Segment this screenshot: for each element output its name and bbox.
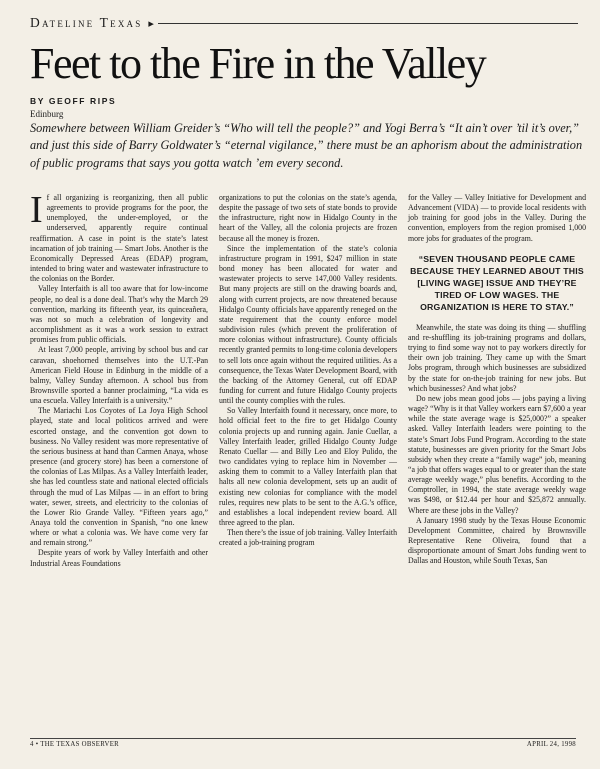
dateline-label: Dateline Texas [30,15,143,30]
paragraph: If all organizing is reorganizing, then all public agreements to provide programs for the poor, the unemployed, the under-employed, or the underserved, apparently require continual reaffirmation. A case in point is the state’s latest incarnation of job training — Smart Jobs. Another is the Economically Depressed Areas (EDAP) program, intended to bring water and wastewater infrastructure to the colonias on the Border. [30,189,208,284]
paragraph: organizations to put the colonias on the state’s agenda, despite the passage of two sets of state bonds to provide the infrastructure, right now in Hidalgo County in the heart of the Valley, all the colonia projects are frozen because all the money is frozen. [219,193,397,243]
article-dateline-place: Edinburg [30,109,64,119]
paragraph: Since the implementation of the state’s colonia infrastructure program in 1991, $247 million in state bond money has been allocated for water and wastewater projects to serve 147,000 Valley residents. But many projects are still on the drawing boards and, along with current projects, are now threatened because Hidalgo County officials have apparently reneged on the state requirement that the county enforce model subdivision rules (which prevent the proliferation of more colonias without infrastructure). County officials recently granted permits to long-time colonia developers to sell lots once again without the required utilities. As a consequence, the Texas Water Development Board, with the backing of the Attorney General, cut off EDAP funding for current and future Hidalgo County projects until the county complies with the rules. [219,243,397,406]
page-footer [30,738,576,748]
article-byline: BY GEOFF RIPS [30,96,117,106]
paragraph: Despite years of work by Valley Interfaith and other Industrial Areas Foundations [30,548,208,568]
column-1 [30,189,208,569]
drop-cap: I [30,189,43,231]
paragraph: Valley Interfaith is all too aware that for low-income people, no deal is a done deal. That’s why the March 29 convention, marking its fifteenth year, its quinceañera, was not so much a celebration of longevity and accomplishment as it was a work session to extract promises from public officials. [30,284,208,345]
column-2 [219,193,397,548]
paragraph: Do new jobs mean good jobs — jobs paying a living wage? “Why is it that Valley workers earn $7,600 a year while the state average wage is $25,000?” a speaker asked. Valley Interfaith leaders were pointing to the state’s Smart Jobs Fund Program. According to the state statute, businesses are given priority for the Smart Jobs subsidy when they create a “family wage” job, meaning “a job that offers wages equal to or greater than the state average weekly wage,” plus benefits. According to the Comptroller, in 1994, the state average weekly wage was $498, or $12.44 per hour and $25,872 annually. Where are these jobs in the Valley? [408,393,586,515]
paragraph: A January 1998 study by the Texas House Economic Development Committee, chaired by Brownsville Representative Rene Oliveira, found that a disproportionate amount of Smart Jobs funding went to Dallas and Houston, while South Texas, San [408,515,586,566]
paragraph: for the Valley — Valley Initiative for Development and Advancement (VIDA) — to provide local residents with job training for good jobs in the Valley. During the convention, employers from the region promised 1,000 more jobs for graduates of the program. [408,193,586,243]
article-headline: Feet to the Fire in the Valley [30,39,486,88]
footer-date: APRIL 24, 1998 [526,741,576,748]
footer-folio: 4 • THE TEXAS OBSERVER [30,741,119,748]
paragraph: Meanwhile, the state was doing its thing — shuffling and re-shuffling its job-training programs and dollars, trying to find some way not to pay workers directly for their own job training. They came up with the Smart Jobs program, through which businesses are subsidized by the state for on-the-job training for new jobs. But which businesses? And what jobs? [408,322,586,393]
paragraph: The Mariachi Los Coyotes of La Joya High School played, state and local politicos arrived and were escorted onstage, and the convention got down to business. No Valley resident was more representative of the serious business at hand than Carmen Anaya, whose presence (and grocery store) has been a cornerstone of the colonias of Las Milpas. As a Valley Interfaith leader, she has led countless state and national elected officials through the mud of Las Milpas — in an effort to bring water, sewer, streets, and electricity to the colonias of the Lower Rio Grande Valley. “Fifteen years ago,” Anaya told the convention in Spanish, “no one knew where or what a colonia was. We have come very far and remain strong.” [30,406,208,548]
arrow-icon: ▸ [148,17,154,30]
header-rule [158,23,578,24]
paragraph: At least 7,000 people, arriving by school bus and car caravan, shoehorned themselves into the U.T.-Pan American Field House in Edinburg in the middle of a balmy, Valley Sunday afternoon. A school bus from Brownsville sported a banner proclaiming, “La vida es una escuela. Valley Interfaith is a university.” [30,345,208,406]
column-3 [408,193,586,567]
article-deck: Somewhere between William Greider’s “Who will tell the people?” and Yogi Berra’s “It ain’t over ’til it’s over,” and just this side of Barry Goldwater’s “eternal vigilance,” there must be an aphorism about the administration of public programs that says you gotta watch ’em every second. [30,121,583,170]
paragraph: So Valley Interfaith found it necessary, once more, to hold official feet to the fire to get Hidalgo County colonia projects up and running again. Janie Cuellar, a Valley Interfaith leader, grilled Hidalgo County Judge Renato Cuellar — and Billy Leo and Eloy Pulido, the two candidates vying to replace him in November — asking them to commit to a Valley Interfaith plan that halts all new colonia development, sets up an audit of existing new colonias for compliance with the model rules, requires new plats to be sent to the A.G.’s office, and establishes a local independent review board. All three agreed to the plan. [219,406,397,527]
pull-quote: “SEVEN THOUSAND PEOPLE CAME BECAUSE THEY LEARNED ABOUT THIS [LIVING WAGE] ISSUE AND THEY’RE TIRED OF LOW WAGES. THE ORGANIZATION IS HERE TO STAY.” [410,253,584,312]
dateline-header [30,14,578,32]
paragraph: Then there’s the issue of job training. Valley Interfaith created a job-training program [219,528,397,548]
